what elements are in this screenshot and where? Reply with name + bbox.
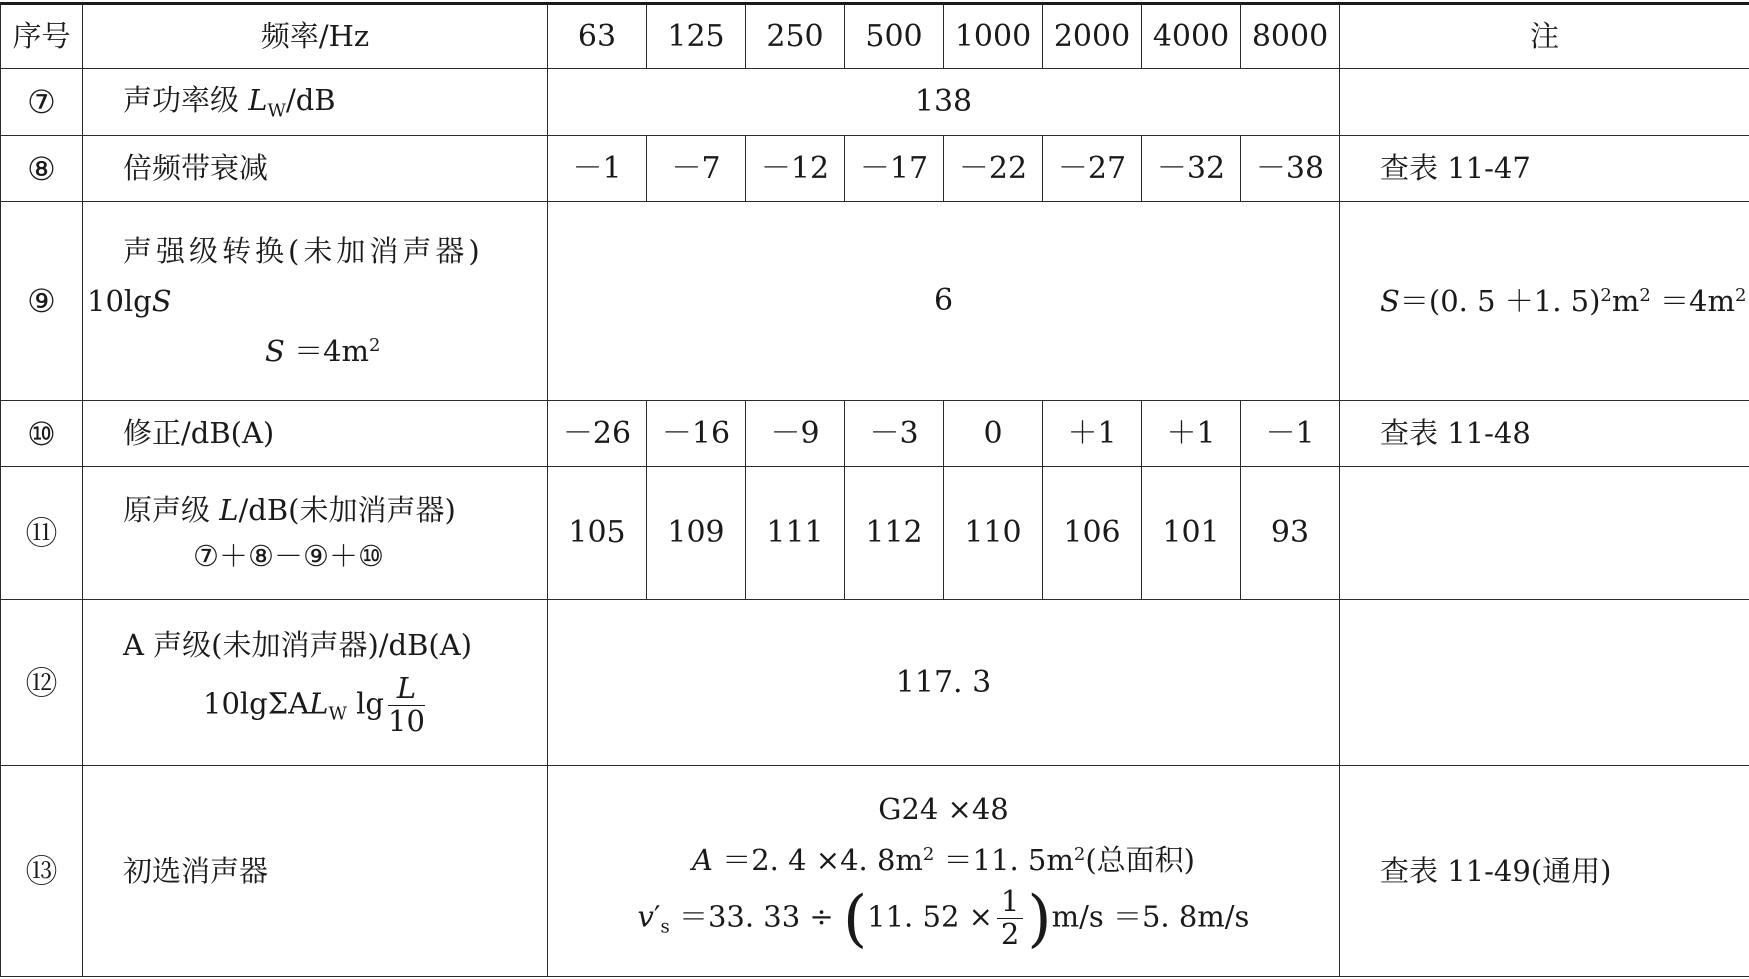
header-note: 注: [1340, 4, 1749, 69]
table-row: [1, 202, 1749, 401]
note-superscript: 2: [1639, 285, 1651, 306]
note-superscript: 2: [1600, 285, 1612, 306]
row-label: 倍频带衰减: [83, 136, 548, 202]
value-symbol: A: [692, 842, 713, 877]
label-symbol: L: [248, 82, 268, 117]
band-value: －1: [1241, 401, 1340, 467]
header-band: 4000: [1142, 4, 1241, 69]
row-label: [83, 467, 548, 600]
row-seq: ⑧: [1, 136, 83, 202]
row-label: 初选消声器: [83, 766, 548, 977]
left-paren-glyph: (: [842, 881, 868, 955]
row-value-merged: 6: [548, 202, 1340, 401]
row-note: 查表 11-47: [1340, 136, 1749, 202]
value-text: ＝11. 5m: [934, 842, 1074, 877]
value-line: G24 ×48: [878, 792, 1009, 827]
value-text: 11. 52 ×: [867, 899, 993, 934]
band-value: －3: [845, 401, 944, 467]
header-seq: 序号: [1, 4, 83, 69]
band-value: －22: [944, 136, 1043, 202]
band-value: －26: [548, 401, 647, 467]
row-note: [1340, 467, 1749, 600]
value-text: (总面积): [1085, 842, 1195, 877]
header-band: 2000: [1043, 4, 1142, 69]
band-value: －1: [548, 136, 647, 202]
band-value: －32: [1142, 136, 1241, 202]
note-text: ＝(0. 5 ＋1. 5): [1399, 283, 1601, 318]
label-formula: [123, 673, 547, 738]
label-unit: /dB: [285, 82, 336, 117]
row-value-merged: [548, 766, 1340, 977]
label-text: 声功率级: [123, 82, 249, 117]
row-seq: ⑨: [1, 202, 83, 401]
row-seq: ⑫: [1, 600, 83, 766]
formula-symbol: S: [151, 283, 172, 318]
note-symbol: S: [1380, 283, 1400, 318]
row-label: 修正/dB(A): [83, 401, 548, 467]
row-seq: ⑩: [1, 401, 83, 467]
note-text: m: [1611, 283, 1640, 318]
value-text: ＝33. 33 ÷: [669, 899, 834, 934]
row-note: [1340, 202, 1749, 401]
band-value: 110: [944, 467, 1043, 600]
band-value: 93: [1241, 467, 1340, 600]
value-subscript: s: [660, 916, 670, 938]
formula-subscript: W: [328, 703, 347, 725]
header-band: 125: [647, 4, 746, 69]
fraction-denominator: 2: [1000, 916, 1020, 951]
row-label: [83, 600, 548, 766]
band-value: －38: [1241, 136, 1340, 202]
row-seq: ⑦: [1, 69, 83, 136]
label-symbol: L: [219, 492, 239, 527]
label-text: 原声级: [123, 492, 220, 527]
fraction-denominator: 10: [388, 704, 425, 739]
table-row: [1, 401, 1749, 467]
band-value: －7: [647, 136, 746, 202]
label-line: A 声级(未加消声器)/dB(A): [123, 627, 473, 662]
formula-text: ＝4m: [284, 334, 370, 369]
value-line: [548, 881, 1339, 955]
band-value: －17: [845, 136, 944, 202]
header-band: 250: [746, 4, 845, 69]
right-paren-glyph: ): [1027, 881, 1052, 955]
value-prime: ′: [653, 899, 661, 934]
row-label: [83, 69, 548, 136]
label-formula: ⑦＋⑧－⑨＋⑩: [193, 539, 384, 573]
band-value: 111: [746, 467, 845, 600]
table-row: [1, 766, 1749, 977]
band-value: ＋1: [1043, 401, 1142, 467]
formula-text: 10lg: [87, 283, 152, 318]
band-value: 112: [845, 467, 944, 600]
band-value: 105: [548, 467, 647, 600]
fraction: [997, 883, 1023, 951]
label-text: /dB(未加消声器): [238, 492, 456, 527]
formula-text: 10lgΣA: [203, 686, 310, 721]
row-note: 查表 11-49(通用): [1340, 766, 1749, 977]
header-band: 500: [845, 4, 944, 69]
header-band: 8000: [1241, 4, 1340, 69]
header-row: [1, 4, 1749, 69]
table-row: [1, 136, 1749, 202]
formula-superscript: 2: [369, 335, 381, 357]
label-subscript: W: [267, 99, 286, 121]
band-value: －16: [647, 401, 746, 467]
row-value-merged: 117. 3: [548, 600, 1340, 766]
band-value: ＋1: [1142, 401, 1241, 467]
label-formula: [87, 333, 547, 369]
band-value: 0: [944, 401, 1043, 467]
table-row: [1, 69, 1749, 136]
value-line: [548, 842, 1339, 878]
value-superscript: 2: [922, 843, 935, 865]
table-row: [1, 600, 1749, 766]
band-value: －12: [746, 136, 845, 202]
formula-text: lg: [346, 686, 384, 721]
band-value: －9: [746, 401, 845, 467]
header-band: 1000: [944, 4, 1043, 69]
band-value: －27: [1043, 136, 1142, 202]
value-text: m/s ＝5. 8m/s: [1051, 899, 1250, 934]
label-line: 声强级转换(未加消声器): [123, 233, 484, 268]
row-value-merged: 138: [548, 69, 1340, 136]
value-symbol: v: [637, 899, 654, 934]
row-seq: ⑪: [1, 467, 83, 600]
fraction-numerator: L: [388, 673, 425, 706]
row-seq: ⑬: [1, 766, 83, 977]
row-note: [1340, 600, 1749, 766]
formula-symbol: S: [265, 334, 285, 369]
fraction-numerator: 1: [997, 886, 1023, 919]
row-label: [83, 202, 548, 401]
band-value: 106: [1043, 467, 1142, 600]
label-formula: [87, 283, 547, 319]
formula-symbol: L: [309, 686, 329, 721]
table-row: [1, 467, 1749, 600]
note-superscript: 2: [1734, 285, 1747, 306]
row-note: [1340, 69, 1749, 136]
note-text: ＝4m: [1650, 283, 1735, 318]
value-text: ＝2. 4 ×4. 8m: [713, 842, 923, 877]
band-value: 101: [1142, 467, 1241, 600]
band-value: 109: [647, 467, 746, 600]
fraction: [388, 673, 425, 738]
noise-calculation-table: [0, 2, 1749, 977]
header-band: 63: [548, 4, 647, 69]
value-superscript: 2: [1073, 843, 1086, 865]
row-note: 查表 11-48: [1340, 401, 1749, 467]
header-freq: 频率/Hz: [83, 4, 548, 69]
label-line: [123, 492, 547, 528]
